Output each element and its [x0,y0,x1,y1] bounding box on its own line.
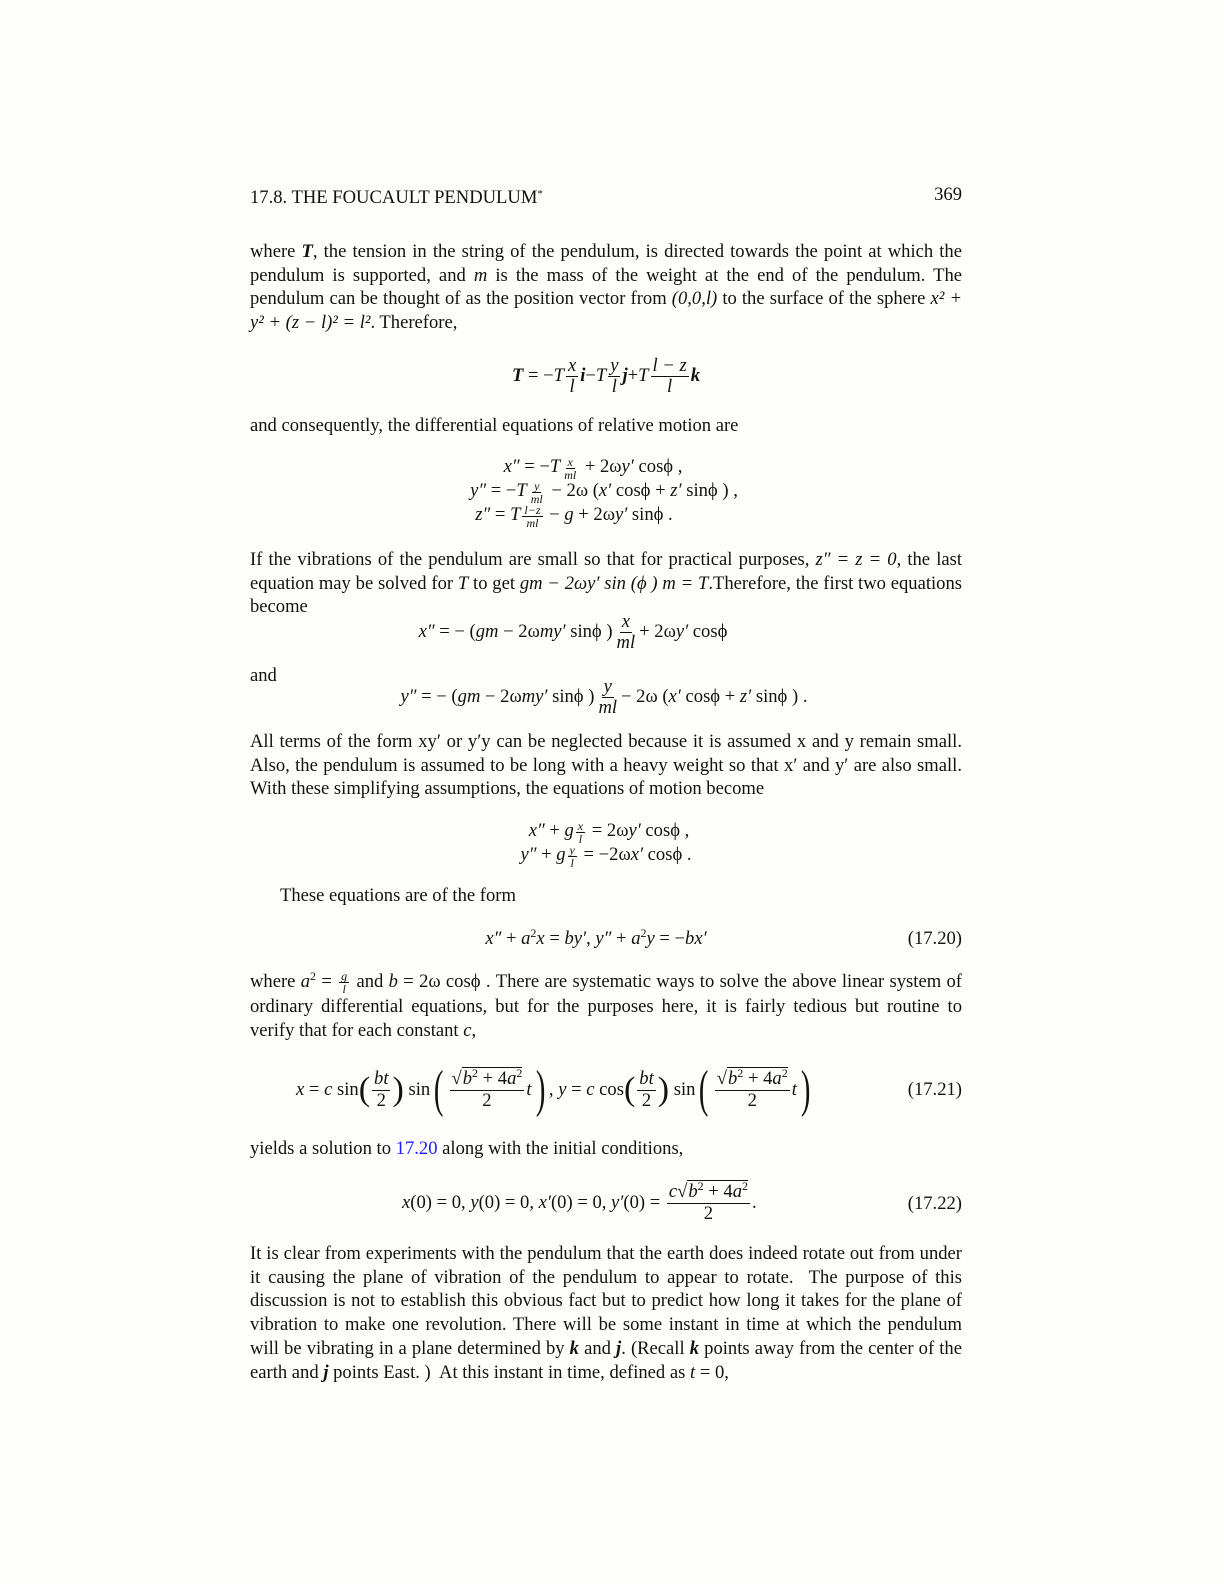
equation-17-22: x (0) = 0, y (0) = 0, x′ (0) = 0, y′ (0) = $\frac{c√b^2 + 4a^2}{2}$ . (17.22) [402,1179,962,1224]
equation-reference-link[interactable]: 17.20 [395,1138,438,1159]
equation-number: (17.20) [907,928,962,949]
paragraph-earth-rotation: It is clear from experiments with the pendulum that the earth does indeed rotate out from under it causing the plane of vibration of the pendulum to appear to rotate. The purpose of this discussion is not to establish this obvious fact but to predict how long it takes for the plane of vibration to make one revolution. There will be some instant in time at which the pendulum will be vibrating in a plane determined by k and j. (Recall k points away from the center of the earth and j points East. ) At this instant in time, defined as t = 0, [250,1243,962,1383]
running-header [250,183,962,210]
equation-number: (17.22) [907,1193,962,1214]
equation-y-double-prime: y″ = −T $\frac{y}{ml}$ − 2ω (x′ cosϕ + z′ sinϕ ) , [470,478,738,506]
equation-y-simplified: y″ + g $\frac{y}{l}$ = −2ωx′ cosϕ . [520,842,692,870]
equation-tension-vector: T = −T $\frac{x}{l}$ i−T $\frac{y}{l}$ j+T $\frac{l - z}{l}$ k [511,355,701,398]
paragraph-consequently: and consequently, the differential equations of relative motion are [250,415,739,436]
paragraph-small-vibrations: If the vibrations of the pendulum are small so that for practical purposes, z″ = z = 0, the last equation may be solved for T to get gm − 2ωy′ sin (ϕ ) m = T.Therefore, the first two equations become [250,549,963,618]
equation-number: (17.21) [907,1079,962,1100]
and-label: and [250,665,277,686]
paragraph-form: These equations are of the form [280,885,516,906]
equation-z-double-prime: z″ = T $\frac{l-z}{ml}$ − g + 2ωy′ sinϕ . [475,502,673,530]
equation-system-simplified [250,820,962,868]
paragraph-neglect-terms: All terms of the form xy′ or y′y can be neglected because it is assumed x and y remain small. Also, the pendulum is assumed to be long with a heavy weight so that x′ and y′ are also small. With these simplifying assumptions, the equations of motion become [250,731,962,800]
paragraph-tension: where T, the tension in the string of the pendulum, is directed towards the point at which the pendulum is supported, and m is the mass of the weight at the end of the pendulum. The pendulum can be thought of as the position vector from (0,0,l) to the surface of the sphere x² + y² + (z − l)² = l². Therefore, [250,241,963,334]
equation-x-simplified: x″ + g $\frac{x}{l}$ = 2ωy′ cosϕ , [528,818,690,846]
page-number: 369 [934,184,962,205]
equation-system-relative-motion [250,456,962,528]
equation-17-21: x = c sin ( $\frac{bt}{2}$ ) sin ( $\frac{√b^2 + 4a^2}{2}$ t ) , y = c cos ( $\frac{bt}{2}$ ) sin ( $\frac{√b^2 + 4a^2}{2}$ t ) (17.21) [296,1061,962,1118]
paragraph-yields: yields a solution to 17.20 along with the initial conditions, [250,1138,684,1159]
equation-x-reduced: x″ = − (gm − 2ωmy′ sinϕ ) $\frac{x}{ml}$ + 2ωy′ cosϕ [418,611,728,654]
equation-x-double-prime: x″ = −T $\frac{x}{ml}$ + 2ωy′ cosϕ , [503,454,683,482]
paragraph-where-a-b: where $a^2$ = $\frac{g}{l}$ and b = 2ω cosϕ . There are systematic ways to solve the above linear system of ordinary differential equations, but for the purposes here, it is fairly tedious but routine to verify that for each constant c, [250,969,962,1041]
equation-y-reduced: y″ = − (gm − 2ωmy′ sinϕ ) $\frac{y}{ml}$ − 2ω (x′ cosϕ + z′ sinϕ ) . [400,676,808,719]
section-title: 17.8. THE FOUCAULT PENDULUM* [250,187,543,208]
equation-17-20: $x'' + a^2x = by'$, $y'' + a^2y = -bx'$ (17.20) [485,926,962,949]
